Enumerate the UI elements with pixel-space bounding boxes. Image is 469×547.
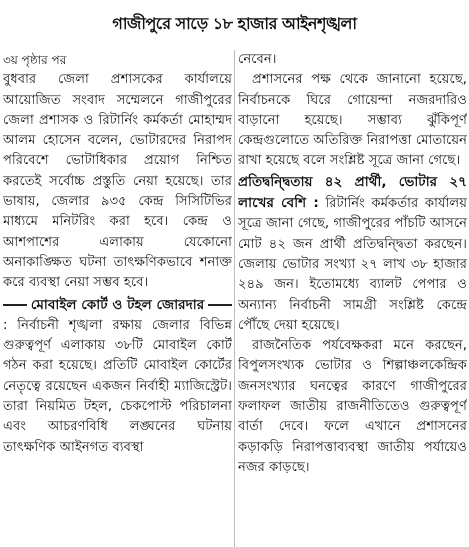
subheading-rule (3, 304, 27, 306)
headline: গাজীপুরে সাড়ে ১৮ হাজার আইনশৃঙ্খলা (112, 13, 357, 33)
paragraph: রাজনৈতিক পর্যবেক্ষকরা মনে করছেন, বিপুলসংখ্যক ভোটার ও শিল্পাঞ্চলকেন্দ্রিক জনসংখ্যার ঘনত্বের কারণে গাজীপুরের ফলাফল জাতীয় রাজনীতিতেও গুরুত্বপূর্ণ বার্তা দেবে। ফলে এখানে প্রশাসনের কড়াকড়ি নিরাপত্তাব্যবস্থা জাতীয় পর্যায়েও নজর কাড়ছে। (238, 338, 467, 475)
paragraph-with-inline-heading (238, 172, 467, 336)
article-column-right (238, 50, 467, 547)
paragraph: বুধবার জেলা প্রশাসকের কার্যালয়ে আয়োজিত সংবাদ সম্মেলনে গাজীপুরের জেলা প্রশাসক ও রিটার্নিং কর্মকর্তা মোহাম্মদ আলম হোসেন বলেন, ভোটারদের নিরাপদ পরিবেশে ভোটাধিকার প্রয়োগ নিশ্চিত করতেই সর্বোচ্চ প্রস্তুতি নেয়া হয়েছে। তার ভাষায়, জেলার ৯৩৫ কেন্দ্র সিসিটিভির মাধ্যমে মনিটরিং করা হবে। কেন্দ্র ও আশপাশের এলাকায় যেকোনো অনাকাঙ্ক্ষিত ঘটনা তাৎক্ষণিকভাবে শনাক্ত করে ব্যবস্থা নেয়া সম্ভব হবে। (3, 72, 232, 291)
subheading-mobile-court (3, 295, 232, 315)
subheading-text: মোবাইল কোর্ট ও টহল জোরদার (30, 296, 205, 313)
paragraph: প্রশাসনের পক্ষ থেকে জানানো হয়েছে, নির্বাচনকে ঘিরে গোয়েন্দা নজরদারিও বাড়ানো হয়েছে। সম্ভাব্য ঝুঁকিপূর্ণ কেন্দ্রগুলোতে অতিরিক্ত নিরাপত্তা মোতায়েন রাখা হয়েছে বলে সংশ্লিষ্ট সূত্রে জানা গেছে। (238, 72, 467, 169)
paragraph-continuation: নেবেন। (238, 52, 277, 67)
paragraph: : নির্বাচনী শৃঙ্খলা রক্ষায় জেলার বিভিন্ন গুরুত্বপূর্ণ এলাকায় ৩৮টি মোবাইল কোর্ট গঠন করা হয়েছে। প্রতিটি মোবাইল কোর্টের নেতৃত্বে রয়েছেন একজন নির্বাহী ম্যাজিস্ট্রেট। তারা নিয়মিত টহল, চেকপোস্ট পরিচালনা এবং আচরণবিধি লঙ্ঘনের ঘটনায় তাৎক্ষণিক আইনগত ব্যবস্থা (3, 317, 232, 455)
inline-subheading: প্রতিদ্বন্দ্বিতায় ৪২ প্রার্থী, ভোটার ২৭ লাখের বেশি : (238, 173, 467, 212)
subheading-rule (208, 304, 232, 306)
continued-from-line: ৩য় পৃষ্ঠার পর (3, 53, 67, 67)
column-divider (234, 50, 235, 547)
article-column-left (3, 50, 232, 547)
paragraph-text: রিটার্নিং কর্মকর্তার কার্যালয় সূত্রে জানা গেছে, গাজীপুরের পাঁচটি আসনে মোট ৪২ জন প্রার্থী প্রতিদ্বন্দ্বিতা করছেন। জেলায় ভোটার সংখ্যা ২৭ লাখ ৩৮ হাজার ২৪৯ জন। ইতোমধ্যে ব্যালট পেপার ও অন্যান্য নির্বাচনী সামগ্রী সংশ্লিষ্ট কেন্দ্রে পৌঁছে দেয়া হয়েছে। (238, 196, 467, 333)
